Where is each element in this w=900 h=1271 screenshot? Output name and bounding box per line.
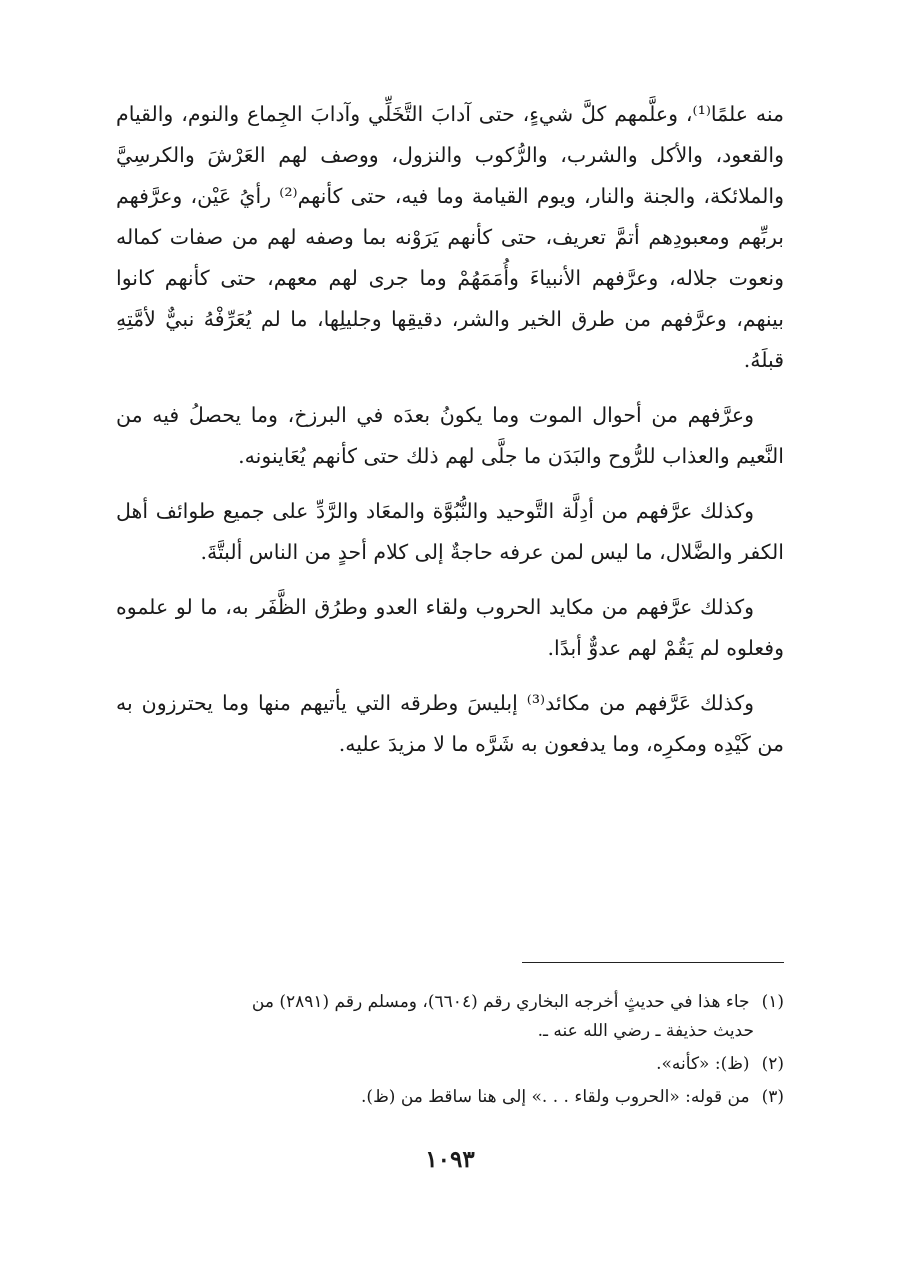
footnote bbox=[116, 1050, 784, 1079]
paragraph: وكذلك عَرَّفهم من مكائد⁽³⁾ إبليسَ وطرقه التي يأتيهم منها وما يحترزون به من كَيْدِه ومكرِه، وما يدفعون به شَرَّه ما لا مزيدَ عليه. bbox=[116, 691, 784, 756]
footnote-marker: (٣) bbox=[761, 1087, 784, 1107]
footnote bbox=[116, 988, 784, 1046]
paragraph: وعرَّفهم من أحوال الموت وما يكونُ بعدَه في البرزخ، وما يحصلُ فيه من النَّعيم والعذاب للرُّوح والبَدَن ما جلَّى لهم ذلك حتى كأنهم يُعَاينونه. bbox=[116, 403, 784, 468]
footnote-text-continued: حديث حذيفة ـ رضي الله عنه ـ. bbox=[537, 1021, 754, 1041]
paragraph: منه علمًا⁽¹⁾، وعلَّمهم كلَّ شيءٍ، حتى آدابَ التَّخَلِّي وآدابَ الجِماع والنوم، والقيام والقعود، والأكل والشرب، والرُّكوب والنزول، ووصف لهم العَرْشَ والكرسِيَّ والملائكة، والجنة والنار، ويوم القيامة وما فيه، حتى كأنهم⁽²⁾ رأيُ عَيْن، وعرَّفهم بربِّهم ومعبودِهم أتمَّ تعريف، حتى كأنهم يَرَوْنه بما وصفه لهم من صفات كماله ونعوت جلاله، وعرَّفهم الأنبياءَ وأُمَمَهُمْ وما جرى لهم معهم، حتى كأنهم كانوا بينهم، وعرَّفهم من طرق الخير والشر، دقيقِها وجليلِها، ما لم يُعَرِّفْهُ نبيٌّ لأمَّتِهِ قبلَهُ. bbox=[116, 102, 784, 372]
paragraph: وكذلك عرَّفهم من مكايد الحروب ولقاء العدو وطرُق الظَّفَر به، ما لو علموه وفعلوه لم يَقُمْ لهم عدوٌّ أبدًا. bbox=[116, 595, 784, 660]
footnote bbox=[116, 1083, 784, 1112]
page-number: ١٠٩٣ bbox=[425, 1146, 475, 1173]
footnotes bbox=[116, 988, 784, 1116]
main-text bbox=[116, 94, 784, 765]
footnote-separator bbox=[522, 962, 784, 963]
paragraph: وكذلك عرَّفهم من أدِلَّة التَّوحيد والنُّبُوَّة والمعَاد والرَّدِّ على جميع طوائف أهل الكفر والضَّلال، ما ليس لمن عرفه حاجةٌ إلى كلام أحدٍ من الناس ألبتَّةَ. bbox=[116, 499, 784, 564]
footnote-marker: (٢) bbox=[761, 1054, 784, 1074]
footnote-marker: (١) bbox=[761, 992, 784, 1012]
footnote-text: (ظ): «كأنه». bbox=[656, 1054, 750, 1074]
footnote-text: جاء هذا في حديثٍ أخرجه البخاري رقم (٦٦٠٤)، ومسلم رقم (٢٨٩١) من bbox=[251, 992, 750, 1012]
footnote-text: من قوله: «الحروب ولقاء . . .» إلى هنا ساقط من (ظ). bbox=[361, 1087, 750, 1107]
